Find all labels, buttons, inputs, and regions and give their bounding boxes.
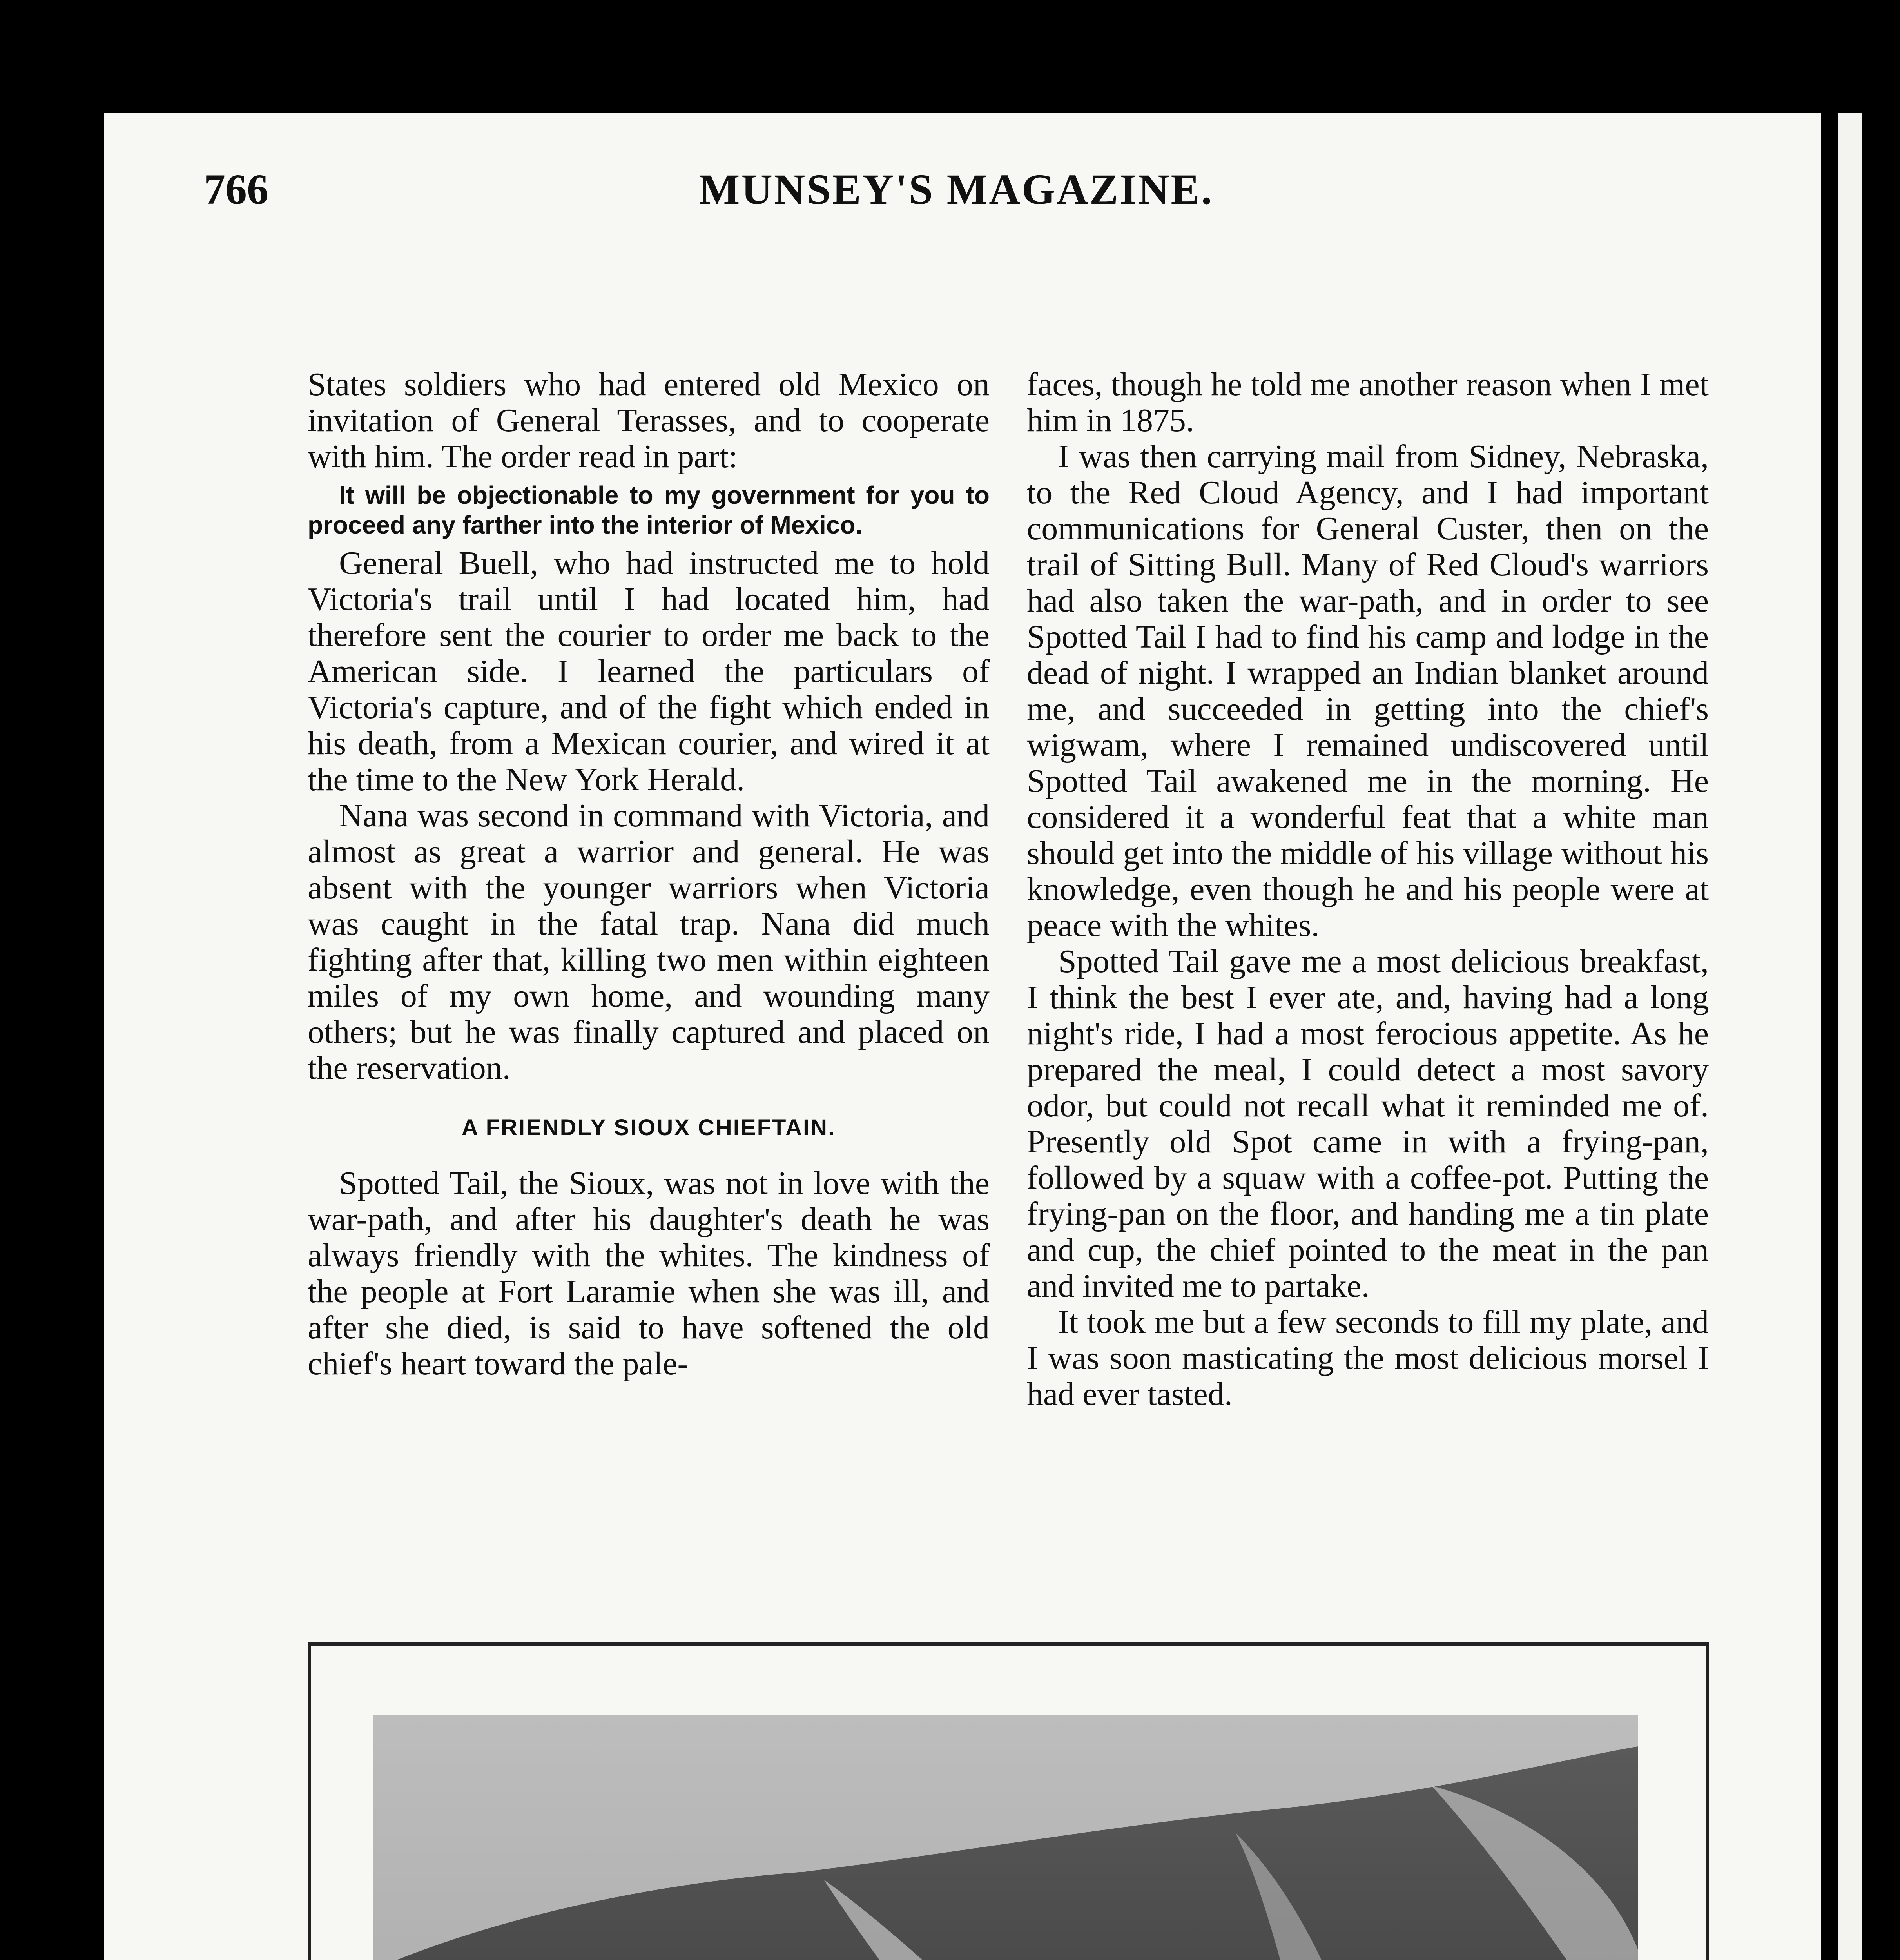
paragraph: Spotted Tail gave me a most delicious breakfast, I think the best I ever ate, and, having had a long night's ride, I had a most ferocious appetite. As he prepared the meal, I could detect a most savory odor, but could not recall what it reminded me of. Presently old Spot came in with a frying-pan, followed by a squaw with a coffee-pot. Putting the frying-pan on the floor, and handing me a tin plate and cup, the chief pointed to the meat in the pan and invited me to partake. [1027, 943, 1709, 1304]
paragraph: States soldiers who had entered old Mexico on invitation of General Terasses, and to cooperate with him. The order read in part: [308, 366, 990, 475]
quoted-order: It will be objectionable to my government for you to proceed any farther into the interior of Mexico. [308, 481, 990, 539]
right-column [1027, 367, 1709, 1412]
paragraph: General Buell, who had instructed me to hold Victoria's trail until I had located him, had therefore sent the courier to order me back to the American side. I learned the particulars of Victoria's capture, and of the fight which ended in his death, from a Mexican courier, and wired it at the time to the New York Herald. [308, 545, 990, 798]
paragraph: Spotted Tail, the Sioux, was not in love with the war-path, and after his daughter's death he was always friendly with the whites. The kindness of the people at Fort Laramie when she was ill, and after she died, is said to have softened the old chief's heart toward the pale- [308, 1165, 990, 1382]
section-subhead: A FRIENDLY SIOUX CHIEFTAIN. [461, 1115, 836, 1140]
paragraph: It took me but a few seconds to fill my plate, and I was soon masticating the most delicious morsel I had ever tasted. [1027, 1304, 1709, 1412]
left-column [308, 367, 990, 1382]
facing-page-edge [1838, 113, 1862, 1960]
paragraph: I was then carrying mail from Sidney, Nebraska, to the Red Cloud Agency, and I had important communications for General Custer, then on the trail of Sitting Bull. Many of Red Cloud's warriors had also taken the war-path, and in order to see Spotted Tail I had to find his camp and lodge in the dead of night. I wrapped an Indian blanket around me, and succeeded in getting into the chief's wigwam, where I remained undiscovered until Spotted Tail awakened me in the morning. He considered it a wonderful feat that a white man should get into the middle of his village without his knowledge, even though he and his people were at peace with the whites. [1027, 438, 1709, 944]
encampment-photograph [373, 1715, 1638, 1960]
page-number: 766 [204, 165, 268, 213]
paragraph: faces, though he told me another reason when I met him in 1875. [1027, 366, 1709, 439]
running-head: MUNSEY'S MAGAZINE. [699, 165, 1214, 213]
paragraph: Nana was second in command with Victoria, and almost as great a warrior and general. He was absent with the younger warriors when Victoria was caught in the fatal trap. Nana did much fighting after that, killing two men within eighteen miles of my own home, and wounding many others; but he was finally captured and placed on the reservation. [308, 797, 990, 1086]
page-header [204, 165, 1709, 243]
